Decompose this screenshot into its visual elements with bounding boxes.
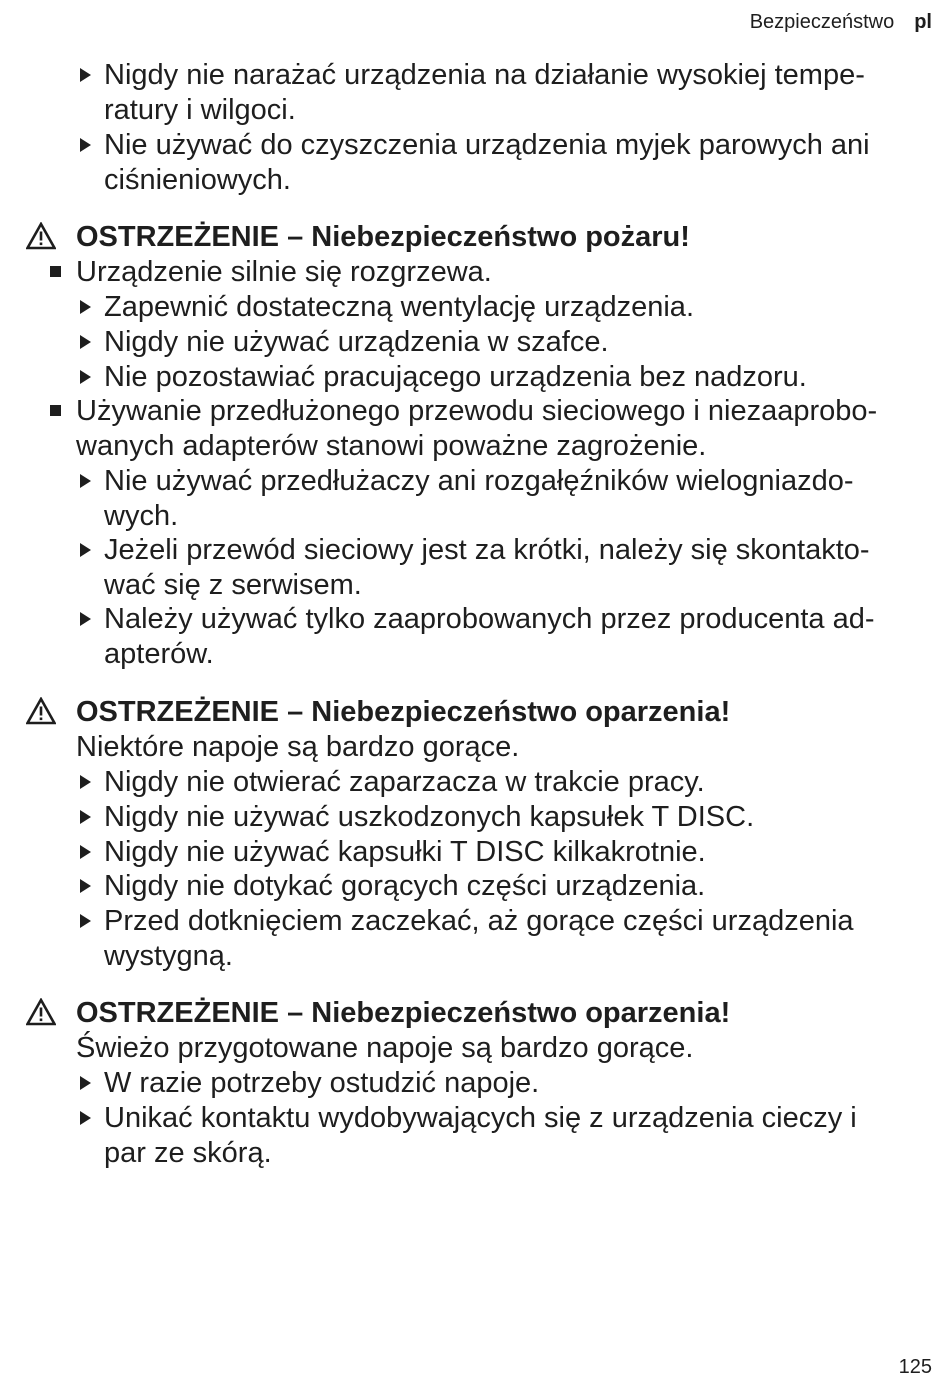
- action-line: Nigdy nie narażać urządzenia na działanie wysokiej tempe-: [104, 59, 865, 91]
- arrow-icon: [80, 845, 91, 859]
- action-line: Unikać kontaktu wydobywających się z urządzenia cieczy i: [104, 1102, 857, 1134]
- page-header: [750, 9, 932, 35]
- warning-intro: Świeżo przygotowane napoje są bardzo gorące.: [76, 1032, 694, 1064]
- action-line: W razie potrzeby ostudzić napoje.: [104, 1067, 540, 1099]
- action-line: Jeżeli przewód sieciowy jest za krótki, należy się skontakto-: [104, 534, 870, 566]
- action-line: apterów.: [104, 638, 214, 670]
- action-line: par ze skórą.: [104, 1137, 272, 1169]
- arrow-icon: [80, 543, 91, 557]
- action-line: Należy używać tylko zaaprobowanych przez producenta ad-: [104, 603, 875, 635]
- warning-title: OSTRZEŻENIE – Niebezpieczeństwo oparzenia!: [76, 997, 731, 1029]
- bullet-square-icon: [50, 405, 61, 416]
- action-line: Nigdy nie otwierać zaparzacza w trakcie pracy.: [104, 766, 705, 798]
- action-line: Nie pozostawiać pracującego urządzenia bez nadzoru.: [104, 361, 807, 393]
- action-line: wystygną.: [104, 940, 233, 972]
- warning-triangle-icon: [26, 697, 56, 725]
- arrow-icon: [80, 335, 91, 349]
- action-line: ciśnieniowych.: [104, 164, 291, 196]
- action-line: wać się z serwisem.: [104, 569, 362, 601]
- action-line: Nie używać przedłużaczy ani rozgałęźników wielogniazdo-: [104, 465, 854, 497]
- action-line: Zapewnić dostateczną wentylację urządzenia.: [104, 291, 694, 323]
- arrow-icon: [80, 474, 91, 488]
- action-line: ratury i wilgoci.: [104, 94, 296, 126]
- arrow-icon: [80, 300, 91, 314]
- arrow-icon: [80, 68, 91, 82]
- action-line: wych.: [104, 500, 179, 532]
- arrow-icon: [80, 612, 91, 626]
- warning-title: OSTRZEŻENIE – Niebezpieczeństwo pożaru!: [76, 221, 690, 253]
- warning-intro: Niektóre napoje są bardzo gorące.: [76, 731, 520, 763]
- page-number: 125: [898, 1356, 932, 1378]
- warning-triangle-icon: [26, 998, 56, 1026]
- bullet-line: Używanie przedłużonego przewodu sieciowego i niezaaprobo-: [76, 395, 878, 427]
- language-code: pl: [914, 11, 932, 33]
- action-line: Nie używać do czyszczenia urządzenia myjek parowych ani: [104, 129, 870, 161]
- action-line: Nigdy nie używać urządzenia w szafce.: [104, 326, 609, 358]
- arrow-icon: [80, 914, 91, 928]
- action-line: Przed dotknięciem zaczekać, aż gorące części urządzenia: [104, 905, 854, 937]
- bullet-line: wanych adapterów stanowi poważne zagrożenie.: [76, 430, 707, 462]
- arrow-icon: [80, 879, 91, 893]
- warning-title: OSTRZEŻENIE – Niebezpieczeństwo oparzenia!: [76, 696, 731, 728]
- warning-triangle-icon: [26, 222, 56, 250]
- arrow-icon: [80, 775, 91, 789]
- arrow-icon: [80, 810, 91, 824]
- bullet-line: Urządzenie silnie się rozgrzewa.: [76, 256, 492, 288]
- action-line: Nigdy nie używać kapsułki T DISC kilkakrotnie.: [104, 836, 706, 868]
- bullet-square-icon: [50, 266, 61, 277]
- arrow-icon: [80, 138, 91, 152]
- action-line: Nigdy nie używać uszkodzonych kapsułek T DISC.: [104, 801, 755, 833]
- arrow-icon: [80, 370, 91, 384]
- arrow-icon: [80, 1111, 91, 1125]
- arrow-icon: [80, 1076, 91, 1090]
- action-line: Nigdy nie dotykać gorących części urządzenia.: [104, 870, 706, 902]
- section-title: Bezpieczeństwo: [749, 11, 895, 33]
